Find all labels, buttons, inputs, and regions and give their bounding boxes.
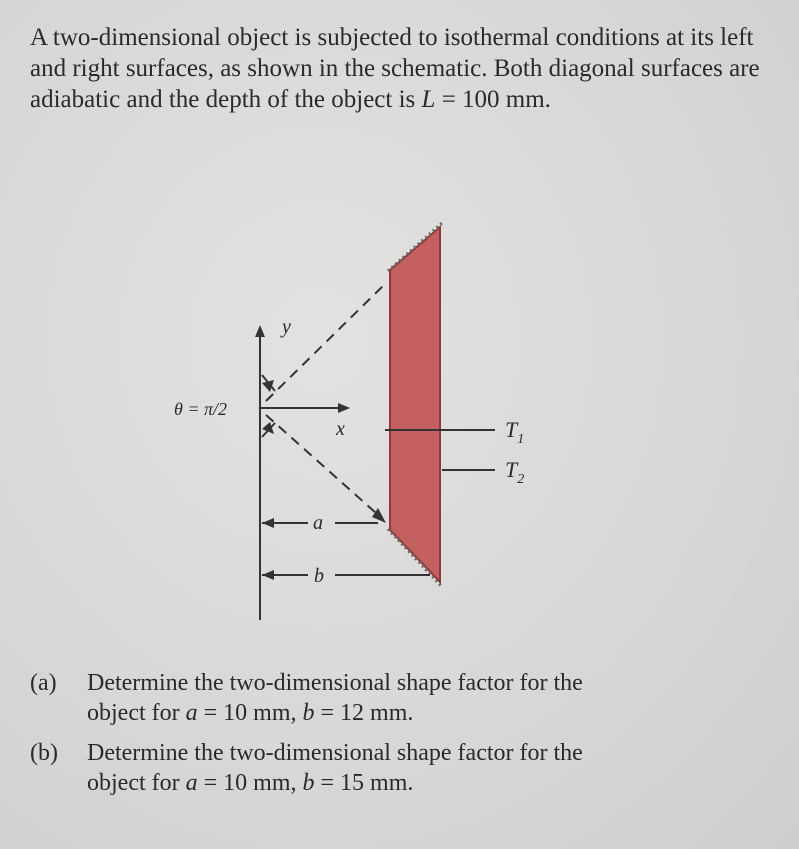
y-axis-label: y <box>282 316 291 338</box>
question-b-line2-prefix: object for <box>87 770 186 796</box>
depth-symbol: L <box>421 86 436 113</box>
question-a-line1: Determine the two-dimensional shape factor for the <box>87 670 583 696</box>
t2-label: $T_2$ <box>505 457 525 487</box>
theta-arrow-bottom <box>262 422 274 434</box>
question-b-text <box>87 738 770 798</box>
question-a-a-symbol: a <box>185 700 198 726</box>
question-b-b-symbol: b <box>302 770 315 796</box>
dimension-b-label: b <box>314 565 324 587</box>
schematic-diagram <box>160 205 560 625</box>
question-b-label: (b) <box>30 740 58 766</box>
question-list <box>30 668 770 808</box>
x-axis-arrowhead <box>338 403 350 413</box>
x-axis-label: x <box>336 418 345 440</box>
question-a-line2-prefix: object for <box>87 700 186 726</box>
dashed-ray-bottom <box>266 415 376 513</box>
question-a <box>30 668 770 728</box>
dashed-ray-top <box>266 283 386 401</box>
question-b-a-symbol: a <box>185 770 198 796</box>
y-axis-arrowhead <box>255 325 265 337</box>
question-a-label: (a) <box>30 670 57 696</box>
question-b-b-value: = 15 mm. <box>314 770 414 796</box>
question-a-text <box>87 668 770 728</box>
question-b-a-value: = 10 mm, <box>197 770 303 796</box>
t1-label: $T_1$ <box>505 417 525 447</box>
depth-value: = 100 mm. <box>435 86 551 113</box>
question-a-b-symbol: b <box>302 700 315 726</box>
object-body <box>390 227 440 582</box>
problem-text <box>30 22 760 115</box>
dimension-b-left-arrow <box>262 570 274 580</box>
question-a-a-value: = 10 mm, <box>197 700 303 726</box>
question-b <box>30 738 770 798</box>
question-b-line1: Determine the two-dimensional shape factor for the <box>87 740 583 766</box>
theta-label: θ = π/2 <box>174 399 228 419</box>
question-a-b-value: = 12 mm. <box>314 700 414 726</box>
problem-text-body: A two-dimensional object is subjected to isothermal conditions at its left and right surfaces, as shown in the schematic. Both diagonal surfaces are adiabatic and the depth of the object is <box>30 24 760 113</box>
dimension-a-left-arrow <box>262 518 274 528</box>
schematic-svg <box>160 205 560 625</box>
problem-statement <box>30 22 760 115</box>
dimension-a-label: a <box>313 512 323 534</box>
